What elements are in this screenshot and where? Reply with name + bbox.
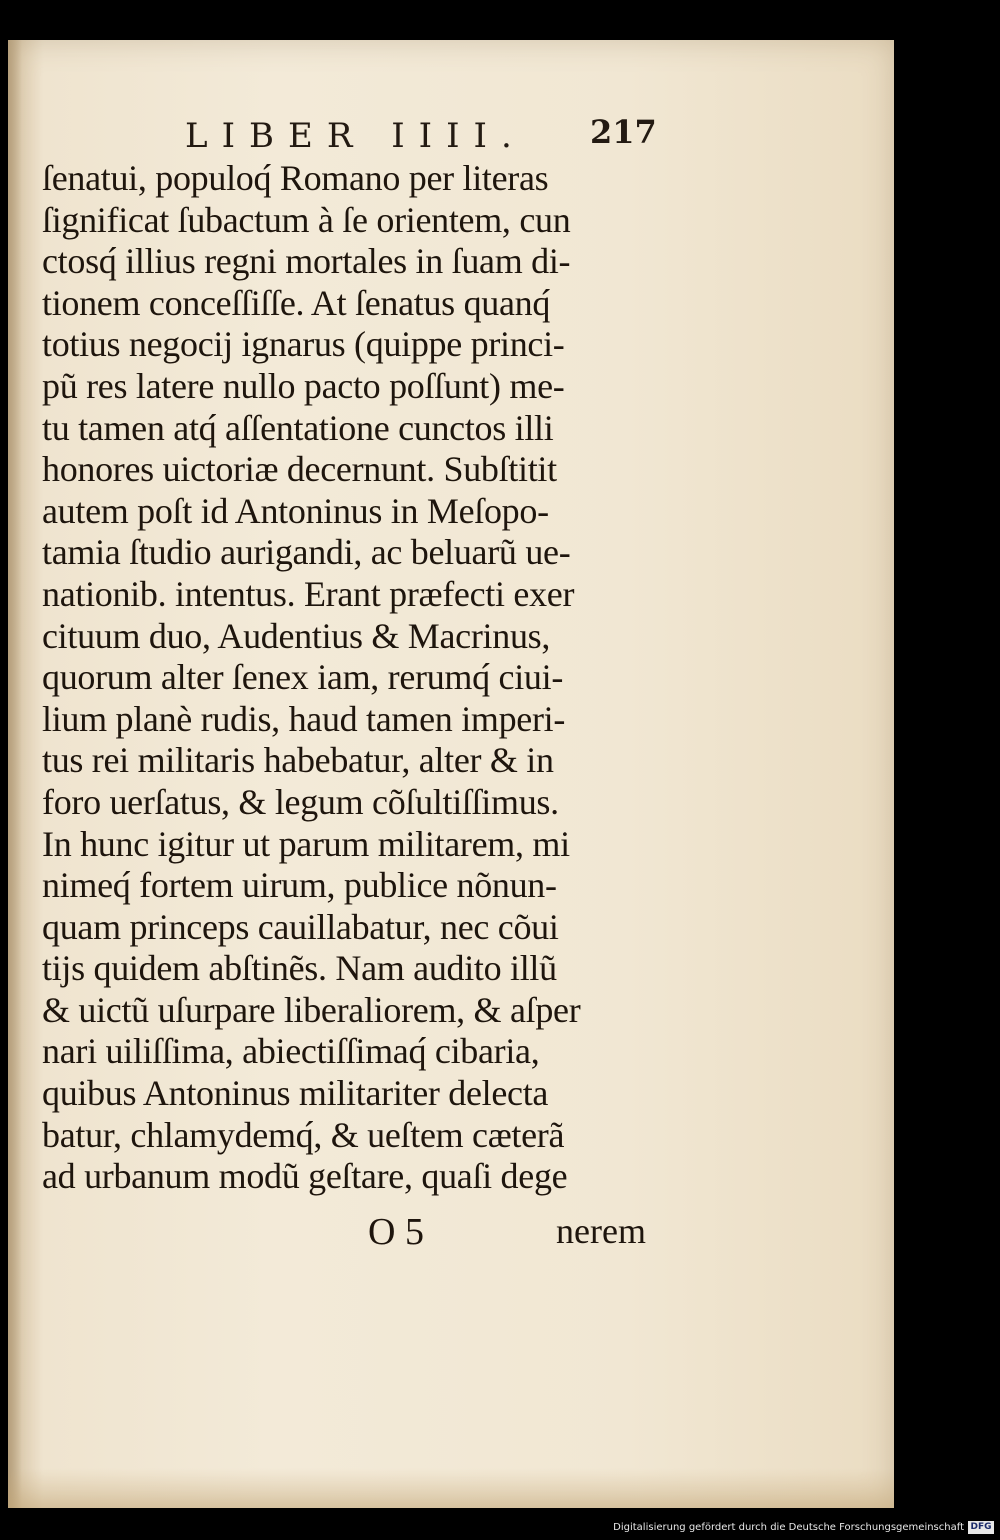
page-bottom-shading (8, 1468, 894, 1508)
text-line: tionem conceſſiſſe. At ſenatus quanq́ (42, 282, 551, 323)
text-line: batur, chlamydemq́, & ueſtem cæterã (42, 1114, 565, 1155)
catchword: nerem (556, 1211, 646, 1251)
text-line: ſignificat ſubactum à ſe orientem, cun (42, 199, 571, 240)
text-line: In hunc igitur ut parum militarem, mi (42, 823, 570, 864)
text-line: quibus Antoninus militariter delecta (42, 1073, 549, 1114)
text-line: tamia ſtudio aurigandi, ac beluarũ ue- (42, 532, 571, 573)
text-line: ſenatui, populoq́ Romano per literas (42, 158, 549, 198)
text-line: quorum alter ſenex iam, rerumq́ ciui- (42, 657, 564, 698)
text-line: honores uictoriæ decernunt. Subſtitit (42, 449, 557, 490)
text-line: foro uerſatus, & legum cõſultiſſimus. (42, 781, 559, 822)
page-gutter-shading (8, 40, 22, 1508)
text-line: nationib. intentus. Erant præfecti exer (42, 573, 575, 614)
body-text (42, 158, 682, 1198)
text-line: tijs quidem abſtinẽs. Nam audito illũ (42, 948, 557, 989)
text-line: pũ res latere nullo pacto poſſunt) me- (42, 365, 565, 406)
text-line: tus rei militaris habebatur, alter & in (42, 740, 554, 781)
text-line: tu tamen atq́ aſſentatione cunctos illi (42, 407, 554, 448)
dfg-logo: DFG (968, 1521, 994, 1534)
text-line: totius negocij ignarus (quippe princi- (42, 324, 565, 365)
text-line: nari uiliſſima, abiectiſſimaq́ cibaria, (42, 1031, 540, 1072)
text-line: lium planè rudis, haud tamen imperi- (42, 698, 566, 739)
page-number: 217 (590, 113, 657, 151)
text-line: nimeq́ fortem uirum, publice nõnun- (42, 865, 557, 906)
text-line: autem poſt id Antoninus in Meſopo- (42, 490, 549, 531)
signature-mark: O 5 (368, 1211, 424, 1253)
text-line: quam princeps cauillabatur, nec cõui (42, 906, 559, 947)
text-line: ctosq́ illius regni mortales in ſuam di- (42, 241, 571, 282)
digitization-credit: Digitalisierung gefördert durch die Deutsche Forschungsgemeinschaft (613, 1522, 964, 1533)
text-line: & uictũ uſurpare liberaliorem, & aſper (42, 989, 581, 1030)
running-head: LIBER IIII. (185, 116, 526, 156)
text-line: ad urbanum modũ geſtare, quaſi dege (42, 1156, 568, 1197)
text-line: cituum duo, Audentius & Macrinus, (42, 615, 551, 656)
